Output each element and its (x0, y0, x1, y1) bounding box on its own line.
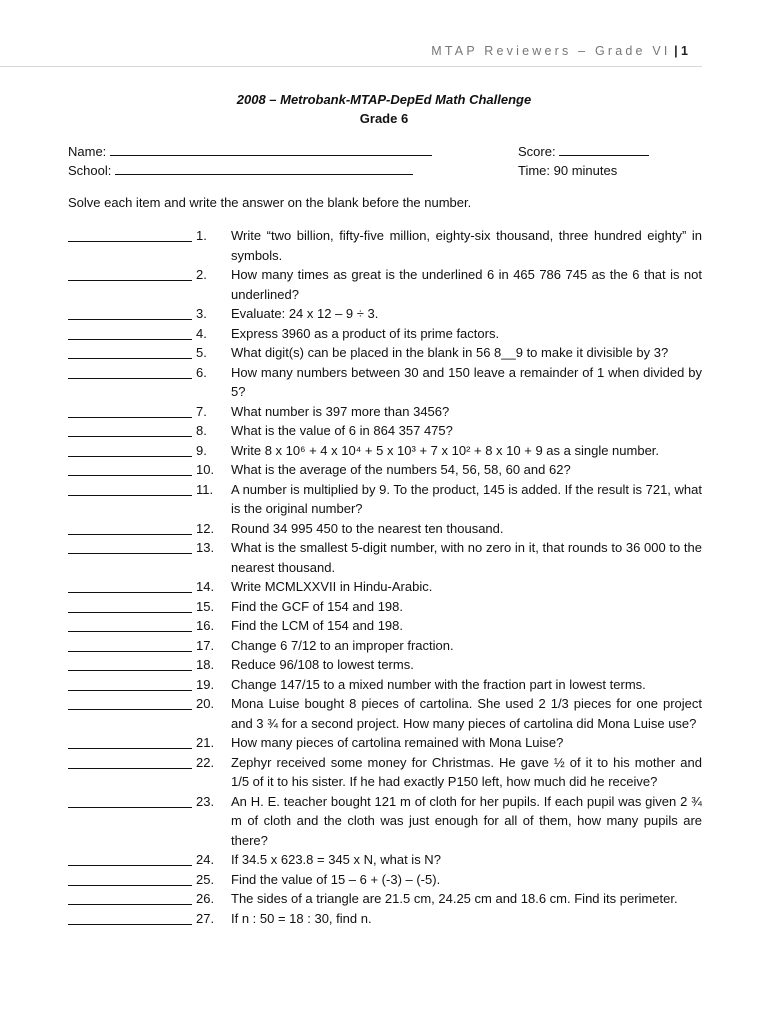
question-text: Find the GCF of 154 and 198. (231, 598, 403, 614)
question-number: 22. (196, 754, 215, 770)
document-subtitle: Grade 6 (359, 111, 409, 126)
question-text: A number is multiplied by 9. To the product, 145 is added. If the result is 721, what is the original number? (231, 481, 702, 516)
question-text: The sides of a triangle are 21.5 cm, 24.25 cm and 18.6 cm. Find its perimeter. (231, 891, 678, 906)
question-number: 21. (196, 735, 215, 750)
question-text: What is the value of 6 in 864 357 475? (231, 423, 453, 438)
question-number: 16. (196, 618, 215, 633)
question-item (68, 324, 702, 344)
question-number: 15. (196, 598, 215, 614)
answer-blank[interactable] (68, 538, 192, 554)
name-field (68, 144, 432, 159)
question-item (68, 343, 702, 363)
answer-blank[interactable] (68, 304, 192, 320)
name-label: Name: (68, 144, 107, 159)
answer-blank[interactable] (68, 694, 192, 710)
question-text: If n : 50 = 18 : 30, find n. (231, 910, 372, 926)
answer-blank[interactable] (68, 889, 192, 905)
question-number: 26. (196, 891, 215, 906)
answer-blank[interactable] (68, 597, 192, 613)
page-number: 1 (681, 44, 688, 58)
answer-blank[interactable] (68, 577, 192, 593)
question-number: 27. (196, 910, 215, 926)
running-header: MTAP Reviewers – Grade VI | 1 (431, 44, 688, 58)
question-list (68, 226, 702, 928)
answer-blank[interactable] (68, 460, 192, 476)
answer-blank[interactable] (68, 265, 192, 281)
question-number: 19. (196, 676, 215, 692)
name-blank[interactable] (110, 144, 432, 156)
question-text: Write MCMLXXVII in Hindu-Arabic. (231, 579, 433, 594)
school-field (68, 163, 413, 178)
answer-blank[interactable] (68, 655, 192, 671)
question-number: 12. (196, 520, 215, 536)
question-number: 2. (196, 267, 207, 282)
answer-blank[interactable] (68, 441, 192, 457)
header-rule (0, 66, 702, 67)
answer-blank[interactable] (68, 324, 192, 340)
answer-blank[interactable] (68, 616, 192, 632)
answer-blank[interactable] (68, 402, 192, 418)
question-text: What number is 397 more than 3456? (231, 403, 450, 419)
question-item (68, 441, 702, 461)
answer-blank[interactable] (68, 519, 192, 535)
answer-blank[interactable] (68, 226, 192, 242)
answer-blank[interactable] (68, 363, 192, 379)
question-number: 23. (196, 793, 215, 809)
question-text: How many times as great is the underlined 6 in 465 786 745 as the 6 that is not underlined? (231, 267, 702, 302)
question-item (68, 889, 702, 909)
question-number: 24. (196, 852, 215, 867)
question-text: Zephyr received some money for Christmas. He gave ½ of it to his mother and 1/5 of it to his sister. If he had exactly P150 left, how much did he receive? (231, 754, 702, 789)
question-item (68, 226, 702, 265)
question-number: 8. (196, 423, 207, 438)
question-number: 9. (196, 442, 207, 458)
question-number: 1. (196, 228, 207, 243)
question-item (68, 753, 702, 792)
question-item (68, 363, 702, 402)
question-item (68, 402, 702, 422)
question-text: Round 34 995 450 to the nearest ten thousand. (231, 520, 504, 536)
question-item (68, 636, 702, 656)
question-text: Change 6 7/12 to an improper fraction. (231, 637, 454, 653)
instructions: Solve each item and write the answer on the blank before the number. (68, 195, 472, 210)
running-title: MTAP Reviewers – Grade VI (431, 44, 671, 58)
question-text: An H. E. teacher bought 121 m of cloth for her pupils. If each pupil was given 2 ¾ m of cloth and the cloth was just enough for all of them, how many pupils are there? (231, 793, 702, 848)
document-title: 2008 – Metrobank-MTAP-DepEd Math Challenge (236, 92, 532, 107)
question-item (68, 421, 702, 441)
question-item (68, 733, 702, 753)
question-item (68, 694, 702, 733)
answer-blank[interactable] (68, 480, 192, 496)
answer-blank[interactable] (68, 733, 192, 749)
question-item (68, 597, 702, 617)
school-label: School: (68, 163, 112, 178)
question-item (68, 792, 702, 851)
answer-blank[interactable] (68, 792, 192, 808)
question-text: What digit(s) can be placed in the blank in 56 8__9 to make it divisible by 3? (231, 345, 669, 360)
question-text: What is the smallest 5-digit number, with no zero in it, that rounds to 36 000 to the nearest thousand. (231, 540, 702, 575)
question-number: 20. (196, 696, 215, 711)
question-item (68, 616, 702, 636)
answer-blank[interactable] (68, 343, 192, 359)
question-text: What is the average of the numbers 54, 56, 58, 60 and 62? (231, 462, 571, 477)
answer-blank[interactable] (68, 870, 192, 886)
score-field (518, 144, 649, 159)
question-item (68, 480, 702, 519)
question-item (68, 577, 702, 597)
question-number: 17. (196, 637, 215, 653)
question-item (68, 870, 702, 890)
question-number: 14. (196, 579, 215, 594)
question-item (68, 519, 702, 539)
answer-blank[interactable] (68, 850, 192, 866)
answer-blank[interactable] (68, 675, 192, 691)
question-number: 5. (196, 345, 207, 360)
question-text: Change 147/15 to a mixed number with the fraction part in lowest terms. (231, 676, 646, 692)
question-number: 4. (196, 325, 207, 341)
question-number: 18. (196, 657, 215, 672)
question-text: If 34.5 x 623.8 = 345 x N, what is N? (231, 852, 441, 867)
question-text: How many numbers between 30 and 150 leave a remainder of 1 when divided by 5? (231, 364, 702, 399)
question-number: 25. (196, 871, 215, 887)
answer-blank[interactable] (68, 909, 192, 925)
question-text: Evaluate: 24 x 12 – 9 ÷ 3. (231, 306, 379, 321)
question-item (68, 460, 702, 480)
question-item (68, 538, 702, 577)
question-item (68, 850, 702, 870)
question-text: Express 3960 as a product of its prime factors. (231, 325, 500, 341)
answer-blank[interactable] (68, 636, 192, 652)
question-text: Find the value of 15 – 6 + (-3) – (-5). (231, 871, 441, 887)
question-text: Write 8 x 10⁶ + 4 x 10⁴ + 5 x 10³ + 7 x 10² + 8 x 10 + 9 as a single number. (231, 442, 660, 458)
question-item (68, 304, 702, 324)
question-text: Mona Luise bought 8 pieces of cartolina. She used 2 1/3 pieces for one project and 3 ¾ for a second project. How many pieces of cartolina did Mona Luise use? (231, 696, 702, 731)
question-text: Write “two billion, fifty-five million, eighty-six thousand, three hundred eighty” in symbols. (231, 228, 702, 263)
time-limit: Time: 90 minutes (518, 163, 618, 178)
question-number: 6. (196, 364, 207, 380)
answer-blank[interactable] (68, 753, 192, 769)
school-blank[interactable] (115, 163, 413, 175)
question-text: Reduce 96/108 to lowest terms. (231, 657, 414, 672)
question-item (68, 909, 702, 929)
question-number: 7. (196, 403, 207, 419)
question-text: Find the LCM of 154 and 198. (231, 618, 404, 633)
question-number: 3. (196, 306, 207, 321)
question-item (68, 265, 702, 304)
question-number: 11. (196, 481, 214, 497)
question-item (68, 655, 702, 675)
question-number: 10. (196, 462, 215, 477)
question-number: 13. (196, 540, 215, 555)
question-text: How many pieces of cartolina remained with Mona Luise? (231, 735, 564, 750)
question-item (68, 675, 702, 695)
score-blank[interactable] (559, 144, 649, 156)
score-label: Score: (518, 144, 556, 159)
answer-blank[interactable] (68, 421, 192, 437)
